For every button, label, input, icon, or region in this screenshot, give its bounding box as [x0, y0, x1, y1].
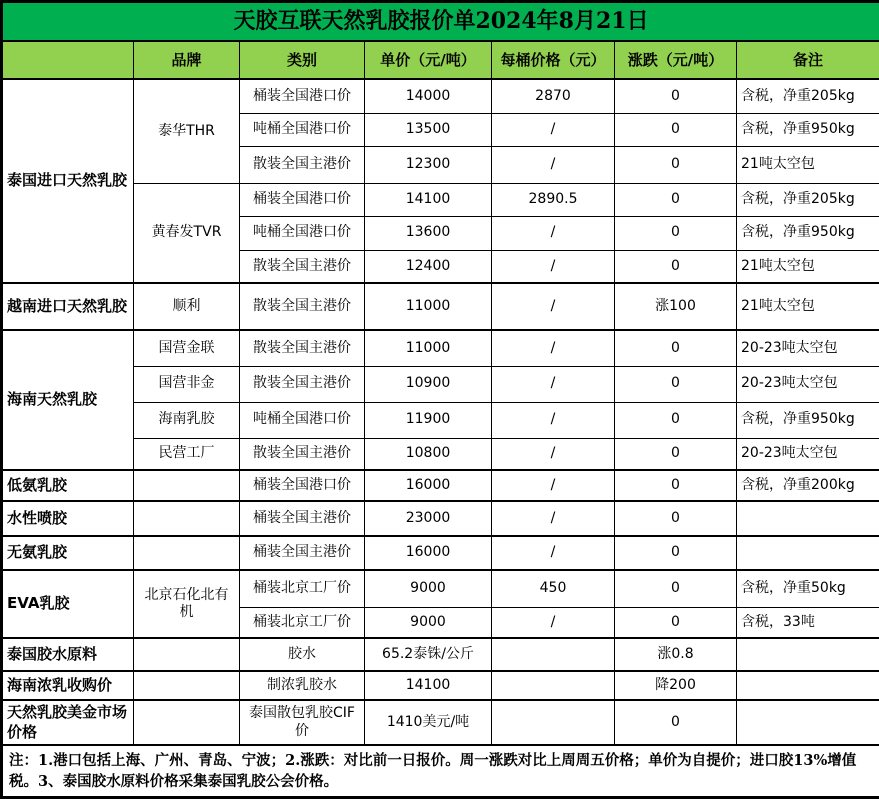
barrel-price-cell: / [492, 607, 615, 638]
note-cell: 20-23吨太空包 [737, 438, 879, 470]
change-cell: 0 [615, 183, 737, 216]
note-cell: 含税，净重205kg [737, 183, 879, 216]
type-cell: 桶装北京工厂价 [240, 607, 365, 638]
table-row [2, 183, 879, 216]
note-cell [737, 501, 879, 536]
change-cell: 降200 [615, 671, 737, 700]
price-cell: 10800 [365, 438, 492, 470]
column-header-note: 备注 [737, 41, 879, 79]
table-row [2, 470, 879, 501]
price-cell: 14100 [365, 671, 492, 700]
page-title: 天胶互联天然乳胶报价单2024年8月21日 [2, 2, 879, 42]
barrel-price-cell: 2870 [492, 79, 615, 113]
note-cell [737, 671, 879, 700]
type-cell: 桶装全国港口价 [240, 79, 365, 113]
price-cell: 16000 [365, 536, 492, 570]
type-cell: 泰国散包乳胶CIF价 [240, 700, 365, 745]
category-cell: 海南天然乳胶 [2, 330, 134, 470]
price-cell: 11000 [365, 330, 492, 366]
barrel-price-cell: / [492, 113, 615, 146]
barrel-price-cell: / [492, 536, 615, 570]
barrel-price-cell: / [492, 283, 615, 330]
barrel-price-cell: / [492, 366, 615, 402]
column-header-type: 类别 [240, 41, 365, 79]
column-header-unit-price: 单价（元/吨） [365, 41, 492, 79]
table-row [2, 536, 879, 570]
note-cell: 含税，33吨 [737, 607, 879, 638]
price-cell: 13600 [365, 216, 492, 250]
brand-cell: 民营工厂 [134, 438, 240, 470]
brand-cell: 海南乳胶 [134, 402, 240, 438]
barrel-price-cell: 450 [492, 570, 615, 607]
type-cell: 桶装全国主港价 [240, 501, 365, 536]
table-row [2, 671, 879, 700]
price-cell: 12300 [365, 146, 492, 183]
brand-cell: 国营非金 [134, 366, 240, 402]
category-cell: 无氨乳胶 [2, 536, 134, 570]
category-cell: 泰国进口天然乳胶 [2, 79, 134, 283]
change-cell: 0 [615, 146, 737, 183]
category-cell: 天然乳胶美金市场价格 [2, 700, 134, 745]
note-cell: 20-23吨太空包 [737, 330, 879, 366]
price-cell: 14000 [365, 79, 492, 113]
barrel-price-cell [492, 671, 615, 700]
change-cell: 0 [615, 330, 737, 366]
price-cell: 13500 [365, 113, 492, 146]
table-row [2, 501, 879, 536]
price-cell: 9000 [365, 570, 492, 607]
price-cell: 1410美元/吨 [365, 700, 492, 745]
type-cell: 散装全国主港价 [240, 250, 365, 283]
column-header-barrel-price: 每桶价格（元） [492, 41, 615, 79]
brand-cell: 泰华THR [134, 79, 240, 183]
price-cell: 16000 [365, 470, 492, 501]
column-header-change: 涨跌（元/吨） [615, 41, 737, 79]
change-cell: 涨0.8 [615, 638, 737, 671]
brand-cell [134, 638, 240, 671]
change-cell: 0 [615, 700, 737, 745]
table-row [2, 570, 879, 607]
table-row [2, 283, 879, 330]
type-cell: 散装全国主港价 [240, 330, 365, 366]
change-cell: 0 [615, 438, 737, 470]
change-cell: 0 [615, 79, 737, 113]
category-cell: 泰国胶水原料 [2, 638, 134, 671]
note-cell [737, 700, 879, 745]
type-cell: 散装全国主港价 [240, 283, 365, 330]
barrel-price-cell [492, 638, 615, 671]
note-cell [737, 536, 879, 570]
type-cell: 吨桶全国港口价 [240, 402, 365, 438]
type-cell: 散装全国主港价 [240, 146, 365, 183]
brand-cell: 顺利 [134, 283, 240, 330]
table-row [2, 330, 879, 366]
barrel-price-cell: / [492, 501, 615, 536]
barrel-price-cell [492, 700, 615, 745]
note-cell [737, 638, 879, 671]
barrel-price-cell: / [492, 250, 615, 283]
footnote-row [2, 745, 879, 798]
change-cell: 0 [615, 570, 737, 607]
table-row [2, 438, 879, 470]
barrel-price-cell: / [492, 402, 615, 438]
category-cell: EVA乳胶 [2, 570, 134, 638]
price-cell: 9000 [365, 607, 492, 638]
type-cell: 桶装北京工厂价 [240, 570, 365, 607]
brand-cell: 国营金联 [134, 330, 240, 366]
table-row [2, 402, 879, 438]
price-cell: 11000 [365, 283, 492, 330]
note-cell: 含税，净重950kg [737, 402, 879, 438]
table-row [2, 79, 879, 113]
brand-cell [134, 470, 240, 501]
change-cell: 0 [615, 470, 737, 501]
change-cell: 0 [615, 113, 737, 146]
column-header-blank [2, 41, 134, 79]
type-cell: 桶装全国港口价 [240, 470, 365, 501]
type-cell: 桶装全国主港价 [240, 536, 365, 570]
table-row [2, 366, 879, 402]
column-header-brand: 品牌 [134, 41, 240, 79]
note-cell: 21吨太空包 [737, 283, 879, 330]
category-cell: 海南浓乳收购价 [2, 671, 134, 700]
note-cell: 含税，净重205kg [737, 79, 879, 113]
barrel-price-cell: / [492, 216, 615, 250]
category-cell: 低氨乳胶 [2, 470, 134, 501]
change-cell: 0 [615, 501, 737, 536]
note-cell: 20-23吨太空包 [737, 366, 879, 402]
footnote: 注：1.港口包括上海、广州、青岛、宁波；2.涨跌：对比前一日报价。周一涨跌对比上周周五价格；单价为自提价；进口胶13%增值税。3、泰国胶水原料价格采集泰国乳胶公会价格。 [2, 745, 879, 798]
change-cell: 涨100 [615, 283, 737, 330]
type-cell: 制浓乳胶水 [240, 671, 365, 700]
brand-cell [134, 536, 240, 570]
barrel-price-cell: / [492, 330, 615, 366]
type-cell: 桶装全国港口价 [240, 183, 365, 216]
price-cell: 14100 [365, 183, 492, 216]
header-row [2, 41, 879, 79]
note-cell: 含税，净重950kg [737, 113, 879, 146]
brand-cell [134, 671, 240, 700]
brand-cell: 黄春发TVR [134, 183, 240, 283]
brand-cell [134, 501, 240, 536]
change-cell: 0 [615, 366, 737, 402]
price-cell: 23000 [365, 501, 492, 536]
barrel-price-cell: 2890.5 [492, 183, 615, 216]
type-cell: 吨桶全国港口价 [240, 216, 365, 250]
category-cell: 越南进口天然乳胶 [2, 283, 134, 330]
barrel-price-cell: / [492, 438, 615, 470]
note-cell: 含税，净重950kg [737, 216, 879, 250]
price-cell: 11900 [365, 402, 492, 438]
change-cell: 0 [615, 536, 737, 570]
brand-cell: 北京石化北有机 [134, 570, 240, 638]
title-row [2, 2, 879, 42]
type-cell: 散装全国主港价 [240, 438, 365, 470]
price-cell: 65.2泰铢/公斤 [365, 638, 492, 671]
price-cell: 12400 [365, 250, 492, 283]
change-cell: 0 [615, 402, 737, 438]
note-cell: 21吨太空包 [737, 146, 879, 183]
change-cell: 0 [615, 216, 737, 250]
note-cell: 21吨太空包 [737, 250, 879, 283]
category-cell: 水性喷胶 [2, 501, 134, 536]
brand-cell [134, 700, 240, 745]
price-cell: 10900 [365, 366, 492, 402]
table-row [2, 700, 879, 745]
type-cell: 吨桶全国港口价 [240, 113, 365, 146]
barrel-price-cell: / [492, 470, 615, 501]
type-cell: 胶水 [240, 638, 365, 671]
note-cell: 含税，净重200kg [737, 470, 879, 501]
note-cell: 含税，净重50kg [737, 570, 879, 607]
change-cell: 0 [615, 607, 737, 638]
change-cell: 0 [615, 250, 737, 283]
barrel-price-cell: / [492, 146, 615, 183]
type-cell: 散装全国主港价 [240, 366, 365, 402]
table-row [2, 638, 879, 671]
